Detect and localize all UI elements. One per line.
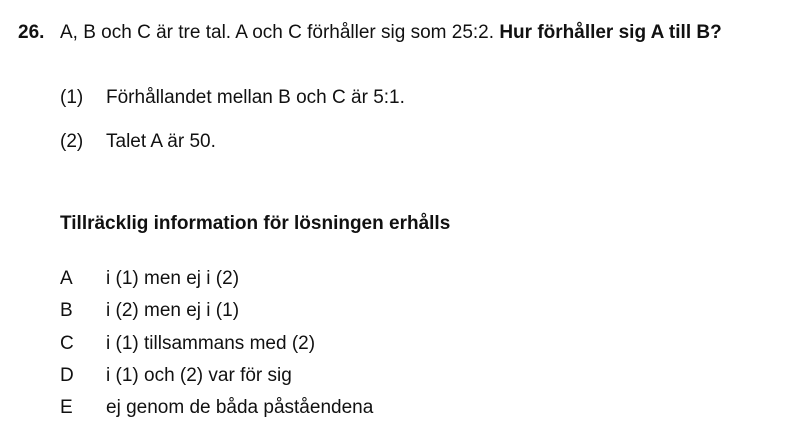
question-text: A, B och C är tre tal. A och C förhåller sig som 25:2. (60, 22, 495, 43)
option-a[interactable] (60, 268, 239, 290)
option-text: i (1) tillsammans med (2) (106, 333, 316, 354)
option-letter: B (60, 300, 73, 321)
statement-text: Förhållandet mellan B och C är 5:1. (106, 87, 405, 108)
option-text: ej genom de båda påståendena (106, 397, 374, 418)
option-letter: E (60, 397, 73, 418)
option-d[interactable] (60, 365, 292, 387)
option-text: i (2) men ej i (1) (106, 300, 240, 321)
statement-2 (60, 131, 216, 153)
option-letter: C (60, 333, 74, 354)
option-letter: D (60, 365, 74, 386)
statement-number: (1) (60, 87, 84, 108)
question-prompt: Hur förhåller sig A till B? (499, 22, 722, 43)
statement-text: Talet A är 50. (106, 131, 216, 152)
option-c[interactable] (60, 333, 315, 355)
option-text: i (1) och (2) var för sig (106, 365, 292, 386)
answer-subheading: Tillräcklig information för lösningen erhålls (60, 213, 451, 234)
statement-number: (2) (60, 131, 84, 152)
question-line (18, 22, 722, 44)
option-text: i (1) men ej i (2) (106, 268, 240, 289)
option-letter: A (60, 268, 73, 289)
option-e[interactable] (60, 397, 373, 419)
question-number: 26. (18, 22, 45, 43)
statement-1 (60, 87, 405, 109)
option-b[interactable] (60, 300, 239, 322)
